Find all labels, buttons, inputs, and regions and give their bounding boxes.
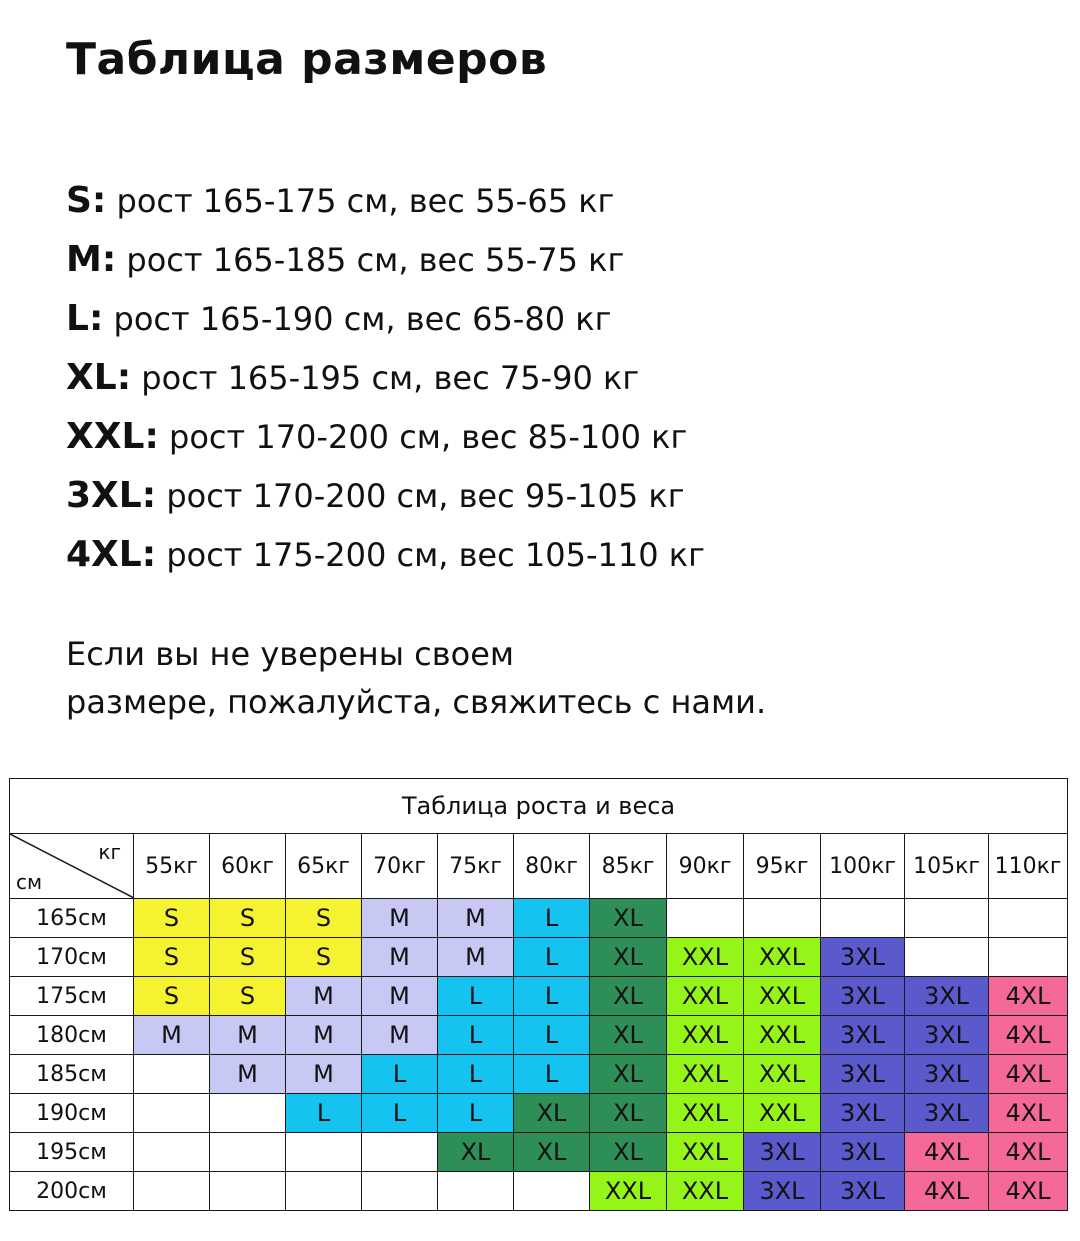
height-row-header: 175см	[10, 977, 134, 1016]
size-cell: L	[438, 1055, 514, 1094]
table-row	[10, 1133, 1068, 1172]
height-row-header: 170см	[10, 938, 134, 977]
size-text: рост 165-195 см, вес 75-90 кг	[141, 359, 640, 397]
size-cell: XXL	[667, 1055, 744, 1094]
size-code: XL:	[66, 357, 132, 398]
size-cell: 3XL	[821, 1016, 905, 1055]
height-weight-table	[9, 778, 1068, 1211]
size-code: XXL:	[66, 416, 159, 457]
size-cell	[134, 1094, 210, 1133]
table-row	[10, 938, 1068, 977]
size-text: рост 165-190 см, вес 65-80 кг	[113, 300, 612, 338]
size-cell: M	[134, 1016, 210, 1055]
size-cell: M	[362, 938, 438, 977]
weight-column-header: 110кг	[989, 834, 1068, 899]
size-cell: L	[514, 1055, 590, 1094]
size-cell: 3XL	[821, 938, 905, 977]
size-text: рост 170-200 см, вес 95-105 кг	[166, 477, 685, 515]
size-cell: L	[514, 938, 590, 977]
size-cell	[210, 1094, 286, 1133]
size-cell: S	[286, 899, 362, 938]
size-cell: XL	[590, 899, 667, 938]
weight-column-header: 60кг	[210, 834, 286, 899]
weight-column-header: 105кг	[905, 834, 989, 899]
height-row-header: 200см	[10, 1172, 134, 1211]
size-cell: XXL	[667, 1133, 744, 1172]
size-text: рост 170-200 см, вес 85-100 кг	[169, 418, 688, 456]
size-cell: S	[210, 899, 286, 938]
table-row	[10, 1172, 1068, 1211]
size-cell: L	[438, 977, 514, 1016]
size-cell	[134, 1133, 210, 1172]
size-cell: L	[514, 977, 590, 1016]
size-cell: 3XL	[821, 1133, 905, 1172]
height-weight-table-wrap	[9, 778, 1068, 1211]
table-row	[10, 1094, 1068, 1133]
size-cell: M	[362, 1016, 438, 1055]
size-cell	[989, 938, 1068, 977]
size-cell: 3XL	[744, 1133, 821, 1172]
size-cell: S	[286, 938, 362, 977]
size-cell: 3XL	[744, 1172, 821, 1211]
size-cell: 4XL	[905, 1172, 989, 1211]
page-title: Таблица размеров	[66, 34, 548, 85]
size-cell: XL	[590, 1133, 667, 1172]
size-cell: 3XL	[821, 1055, 905, 1094]
weight-column-header: 70кг	[362, 834, 438, 899]
table-row	[10, 1055, 1068, 1094]
size-code: M:	[66, 239, 117, 280]
size-line-xl	[66, 355, 705, 414]
size-cell: S	[134, 938, 210, 977]
size-cell: XXL	[667, 1172, 744, 1211]
size-cell: 3XL	[905, 977, 989, 1016]
size-cell: XL	[514, 1133, 590, 1172]
size-cell: M	[210, 1016, 286, 1055]
table-body	[10, 899, 1068, 1211]
weight-header-row	[10, 834, 1068, 899]
size-cell: S	[134, 899, 210, 938]
size-cell: M	[438, 938, 514, 977]
size-line-m	[66, 237, 705, 296]
size-cell: 3XL	[905, 1016, 989, 1055]
size-cell: L	[362, 1094, 438, 1133]
size-cell: L	[362, 1055, 438, 1094]
size-cell: L	[438, 1016, 514, 1055]
size-code: L:	[66, 298, 104, 339]
size-cell: 3XL	[821, 1172, 905, 1211]
size-line-l	[66, 296, 705, 355]
note-line-1: Если вы не уверены своем	[66, 635, 515, 673]
weight-column-header: 85кг	[590, 834, 667, 899]
size-cell	[438, 1172, 514, 1211]
corner-cell	[10, 834, 134, 899]
size-cell: XL	[514, 1094, 590, 1133]
size-line-xxl	[66, 414, 705, 473]
size-text: рост 165-175 см, вес 55-65 кг	[116, 182, 615, 220]
size-cell: 4XL	[989, 1055, 1068, 1094]
size-cell: 3XL	[821, 977, 905, 1016]
size-cell: M	[286, 1016, 362, 1055]
weight-column-header: 100кг	[821, 834, 905, 899]
size-list	[66, 178, 705, 591]
size-cell: XXL	[744, 1094, 821, 1133]
size-cell: 3XL	[905, 1055, 989, 1094]
height-row-header: 185см	[10, 1055, 134, 1094]
size-cell: 3XL	[821, 1094, 905, 1133]
size-cell	[362, 1172, 438, 1211]
weight-column-header: 55кг	[134, 834, 210, 899]
size-cell: XXL	[667, 1016, 744, 1055]
weight-column-header: 90кг	[667, 834, 744, 899]
size-cell: XL	[438, 1133, 514, 1172]
size-cell: M	[362, 899, 438, 938]
size-cell: XXL	[744, 938, 821, 977]
size-cell: XL	[590, 1094, 667, 1133]
size-cell	[821, 899, 905, 938]
size-cell: 4XL	[989, 1094, 1068, 1133]
size-cell	[362, 1133, 438, 1172]
size-cell: XXL	[590, 1172, 667, 1211]
size-cell: XXL	[744, 1016, 821, 1055]
size-cell: XXL	[667, 977, 744, 1016]
size-cell: XXL	[744, 977, 821, 1016]
height-row-header: 190см	[10, 1094, 134, 1133]
height-row-header: 180см	[10, 1016, 134, 1055]
size-cell: L	[514, 1016, 590, 1055]
size-cell	[744, 899, 821, 938]
size-code: S:	[66, 180, 107, 221]
size-cell: XXL	[667, 938, 744, 977]
size-cell	[905, 899, 989, 938]
size-cell: S	[210, 977, 286, 1016]
size-cell: 4XL	[989, 1016, 1068, 1055]
size-cell: L	[438, 1094, 514, 1133]
size-code: 4XL:	[66, 534, 157, 575]
size-cell	[286, 1133, 362, 1172]
size-cell	[905, 938, 989, 977]
size-text: рост 165-185 см, вес 55-75 кг	[126, 241, 625, 279]
size-cell: M	[362, 977, 438, 1016]
size-cell	[286, 1172, 362, 1211]
table-row	[10, 977, 1068, 1016]
height-row-header: 195см	[10, 1133, 134, 1172]
corner-cm-label: см	[16, 870, 43, 894]
size-text: рост 175-200 см, вес 105-110 кг	[166, 536, 705, 574]
size-cell: XL	[590, 1055, 667, 1094]
size-line-3xl	[66, 473, 705, 532]
height-row-header: 165см	[10, 899, 134, 938]
size-cell	[667, 899, 744, 938]
weight-column-header: 80кг	[514, 834, 590, 899]
size-code: 3XL:	[66, 475, 157, 516]
weight-column-header: 75кг	[438, 834, 514, 899]
table-row	[10, 1016, 1068, 1055]
corner-kg-label: кг	[98, 840, 121, 864]
size-cell: M	[286, 977, 362, 1016]
size-cell	[134, 1055, 210, 1094]
weight-column-header: 65кг	[286, 834, 362, 899]
size-cell: M	[286, 1055, 362, 1094]
size-cell: S	[134, 977, 210, 1016]
size-cell	[210, 1172, 286, 1211]
note-line-2: размере, пожалуйста, свяжитесь с нами.	[66, 683, 767, 721]
size-cell: M	[210, 1055, 286, 1094]
size-cell: 4XL	[989, 1172, 1068, 1211]
size-cell: XL	[590, 938, 667, 977]
size-cell: XL	[590, 1016, 667, 1055]
size-cell: XXL	[744, 1055, 821, 1094]
size-cell: 4XL	[989, 1133, 1068, 1172]
size-cell: 4XL	[989, 977, 1068, 1016]
size-cell: XXL	[667, 1094, 744, 1133]
size-cell: XL	[590, 977, 667, 1016]
size-cell	[514, 1172, 590, 1211]
size-cell: S	[210, 938, 286, 977]
size-cell: L	[514, 899, 590, 938]
table-row	[10, 899, 1068, 938]
size-cell: L	[286, 1094, 362, 1133]
size-cell: M	[438, 899, 514, 938]
weight-column-header: 95кг	[744, 834, 821, 899]
size-cell	[989, 899, 1068, 938]
table-title: Таблица роста и веса	[10, 779, 1068, 834]
size-line-s	[66, 178, 705, 237]
size-cell: 3XL	[905, 1094, 989, 1133]
contact-note	[66, 630, 846, 726]
size-cell: 4XL	[905, 1133, 989, 1172]
size-cell	[210, 1133, 286, 1172]
size-line-4xl	[66, 532, 705, 591]
size-cell	[134, 1172, 210, 1211]
